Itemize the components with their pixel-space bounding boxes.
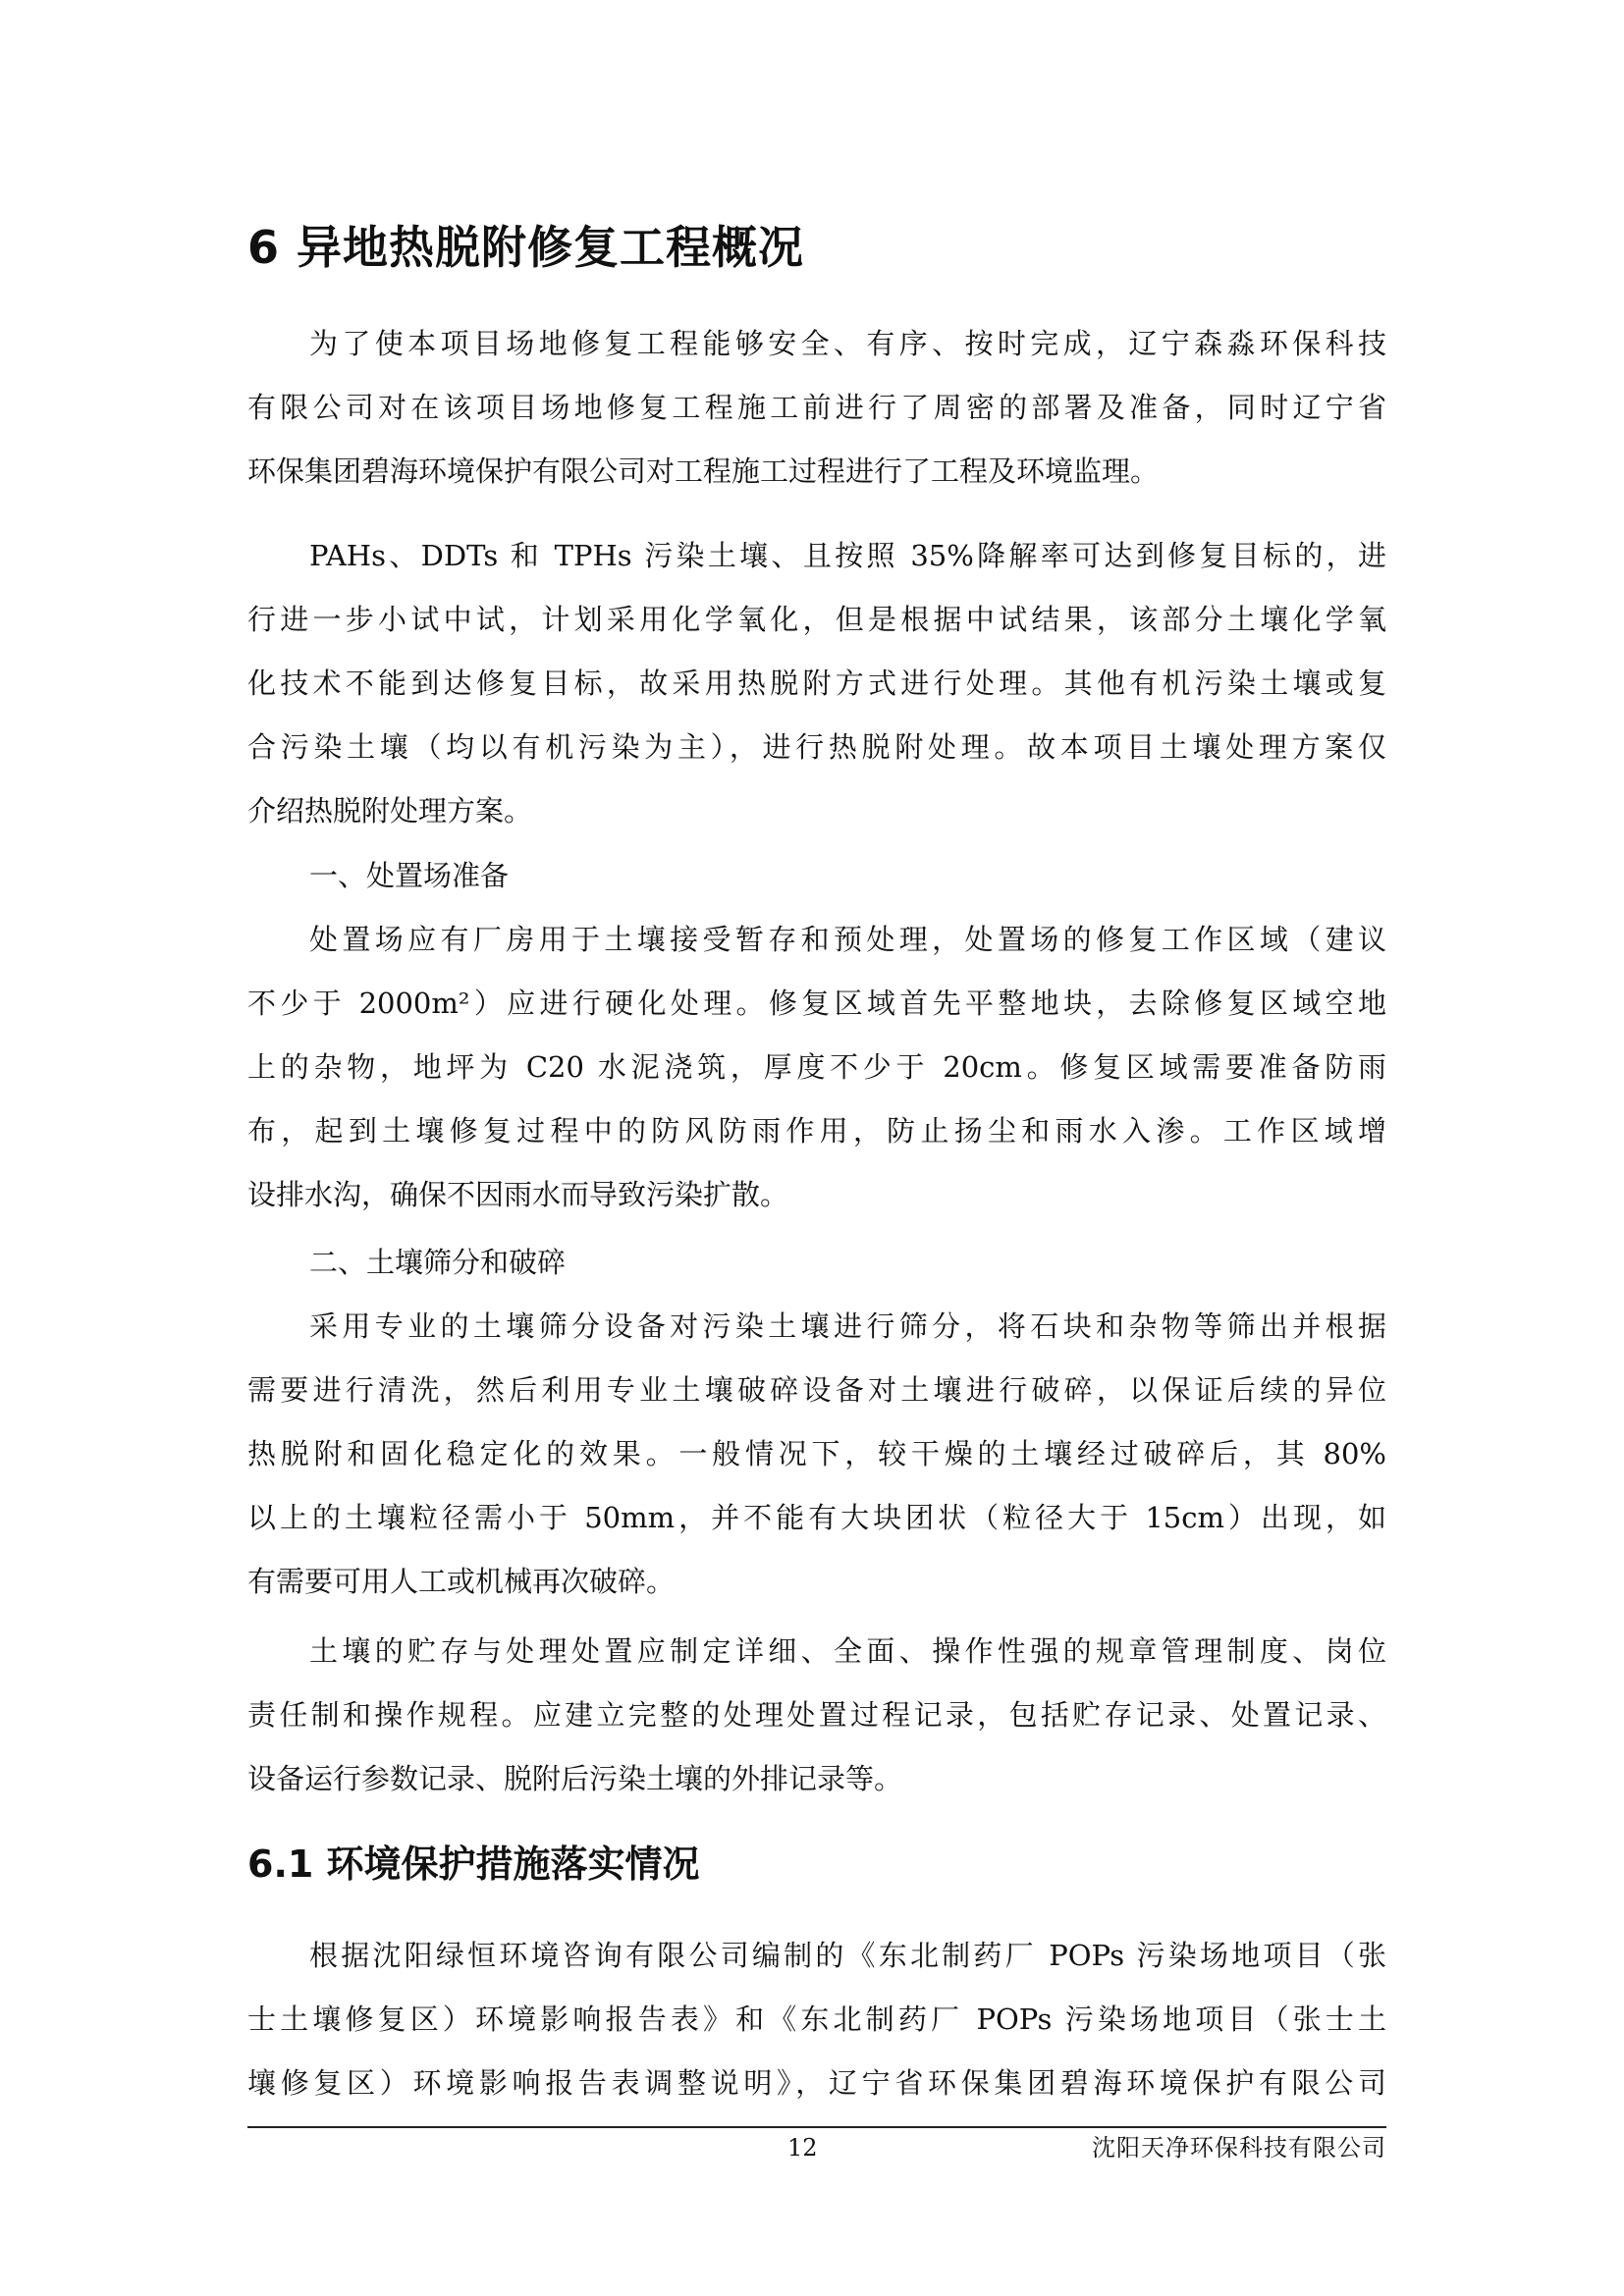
text-line: 化技术不能到达修复目标，故采用热脱附方式进行处理。其他有机污染土壤或复: [247, 667, 1386, 700]
text-line: 壤修复区）环境影响报告表调整说明》，辽宁省环保集团碧海环境保护有限公司: [247, 2066, 1386, 2100]
intro-paragraph-1: [247, 312, 1386, 504]
text-line: 介绍热脱附处理方案。: [247, 794, 533, 828]
text-line: 布，起到土壤修复过程中的防风防雨作用，防止扬尘和雨水入渗。工作区域增: [247, 1114, 1386, 1148]
section-two-paragraph-2: [247, 1620, 1386, 1811]
text-line: 需要进行清洗，然后利用专业土壤破碎设备对土壤进行破碎，以保证后续的异位: [247, 1373, 1386, 1407]
text-line: 上的杂物，地坪为 C20 水泥浇筑，厚度不少于 20cm。修复区域需要准备防雨: [247, 1050, 1386, 1084]
text-line: 以上的土壤粒径需小于 50mm，并不能有大块团状（粒径大于 15cm）出现，如: [247, 1501, 1386, 1534]
text-line: 热脱附和固化稳定化的效果。一般情况下，较干燥的土壤经过破碎后，其 80%: [247, 1437, 1386, 1470]
section-6-1-heading: 6.1 环境保护措施落实情况: [247, 1842, 700, 1886]
text-line: 有限公司对在该项目场地修复工程施工前进行了周密的部署及准备，同时辽宁省: [247, 391, 1386, 424]
text-line: 土壤的贮存与处理处置应制定详细、全面、操作性强的规章管理制度、岗位: [309, 1634, 1386, 1668]
section-one: [247, 844, 1386, 1227]
text-line: 根据沈阳绿恒环境咨询有限公司编制的《东北制药厂 POPs 污染场地项目（张: [309, 1939, 1386, 1972]
text-line: 士土壤修复区）环境影响报告表》和《东北制药厂 POPs 污染场地项目（张士土: [247, 2002, 1386, 2036]
section-two: [247, 1231, 1386, 1614]
text-line: 不少于 2000m²）应进行硬化处理。修复区域首先平整地块，去除修复区域空地: [247, 987, 1386, 1020]
text-line: 采用专业的土壤筛分设备对污染土壤进行筛分，将石块和杂物等筛出并根据: [309, 1309, 1386, 1343]
text-line: 设备运行参数记录、脱附后污染土壤的外排记录等。: [247, 1762, 903, 1795]
document-page: [247, 0, 1386, 2296]
text-line: 责任制和操作规程。应建立完整的处理处置过程记录，包括贮存记录、处置记录、: [247, 1698, 1386, 1732]
page-number: 12: [787, 2134, 818, 2162]
footer-divider: [247, 2126, 1386, 2128]
text-line: 行进一步小试中试，计划采用化学氧化，但是根据中试结果，该部分土壤化学氧: [247, 603, 1386, 636]
text-line: 合污染土壤（均以有机污染为主），进行热脱附处理。故本项目土壤处理方案仅: [247, 730, 1386, 764]
section-two-title: 二、土壤筛分和破碎: [309, 1246, 567, 1279]
text-line: 为了使本项目场地修复工程能够安全、有序、按时完成，辽宁森淼环保科技: [309, 327, 1386, 360]
text-line: PAHs、DDTs 和 TPHs 污染土壤、且按照 35%降解率可达到修复目标的，进: [309, 539, 1386, 572]
text-line: 设排水沟，确保不因雨水而导致污染扩散。: [247, 1178, 789, 1211]
text-line: 处置场应有厂房用于土壤接受暂存和预处理，处置场的修复工作区域（建议: [309, 923, 1386, 956]
section-one-title: 一、处置场准备: [309, 859, 510, 892]
intro-paragraph-2: [247, 524, 1386, 843]
chapter-heading: 6 异地热脱附修复工程概况: [247, 221, 805, 274]
section-6-1-paragraph: [247, 1924, 1386, 2115]
footer-company-name: 沈阳天净环保科技有限公司: [1092, 2134, 1386, 2162]
text-line: 环保集团碧海环境保护有限公司对工程施工过程进行了工程及环境监理。: [247, 454, 1160, 488]
text-line: 有需要可用人工或机械再次破碎。: [247, 1565, 676, 1598]
